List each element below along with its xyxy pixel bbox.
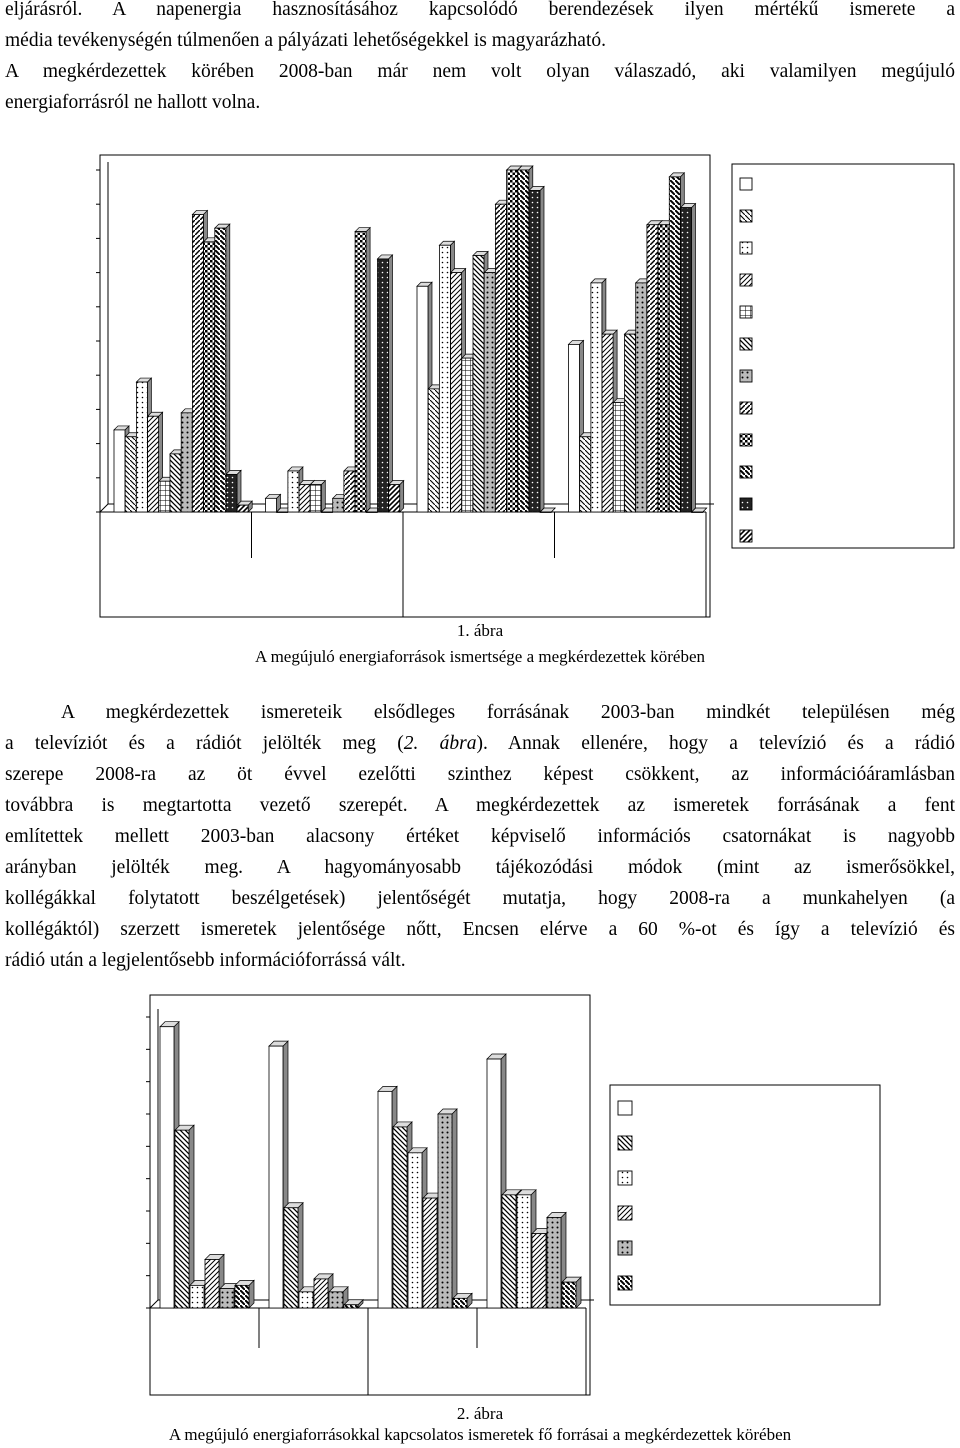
bar-front	[333, 498, 344, 512]
text-line: A megkérdezettek ismereteik elsődleges forrásának 2003-ban mindkét településen még	[61, 702, 955, 723]
legend-box	[732, 164, 954, 548]
legend-swatch	[740, 402, 752, 414]
figure-1-chart	[0, 150, 960, 620]
bar	[237, 501, 252, 512]
figure-2-label: 2. ábra	[456, 1404, 504, 1423]
bar-front	[540, 512, 551, 513]
bar-front	[235, 1285, 249, 1308]
bar-front	[602, 334, 613, 512]
bar-front	[204, 242, 215, 512]
text-segment: a televíziót és a rádiót jelölték meg (	[5, 733, 404, 754]
bar-front	[451, 273, 462, 512]
bar-front	[487, 1059, 501, 1308]
bar-front	[266, 498, 277, 512]
bar-front	[591, 283, 602, 512]
bar	[215, 224, 230, 512]
bar	[378, 255, 393, 512]
bar-front	[322, 512, 333, 513]
bar	[175, 1125, 194, 1308]
text-line: arányban jelölték meg. A hagyományosabb tájékozódási módok (mint az ismerősökkel,	[5, 857, 955, 878]
bar-front	[299, 485, 310, 512]
text-line: kollégáktól) szerzett ismeretek jelentősége nőtt, Encsen elérve a 60 %-ot és így a televízió és	[5, 919, 955, 940]
legend-swatch	[618, 1171, 632, 1185]
bar-front	[288, 471, 299, 512]
bar-front	[192, 214, 203, 512]
intro-paragraph	[5, 0, 955, 118]
bar-front	[329, 1292, 343, 1308]
bar-front	[462, 358, 473, 512]
bar-front	[393, 1127, 407, 1308]
bar-front	[423, 1198, 437, 1308]
legend-swatch	[740, 178, 752, 190]
bar-front	[215, 228, 226, 512]
bar-front	[529, 191, 540, 512]
bar-front	[314, 1279, 328, 1308]
legend-swatch	[740, 242, 752, 254]
bar-side	[226, 224, 230, 512]
bar-front	[484, 273, 495, 512]
bar-front	[310, 485, 321, 512]
bar-front	[547, 1217, 561, 1308]
bar-front	[473, 256, 484, 513]
bar-front	[355, 232, 366, 512]
text-line: energiaforrásról ne hallott volna.	[5, 92, 261, 113]
bar-front	[439, 245, 450, 512]
bar	[310, 481, 325, 512]
legend-swatch	[740, 498, 752, 510]
bar-front	[277, 512, 288, 513]
bar-front	[417, 286, 428, 512]
body-paragraph	[5, 697, 955, 976]
figure-reference: 2. ábra	[403, 733, 477, 754]
bar-front	[226, 474, 237, 512]
bar-front	[647, 225, 658, 512]
bar-front	[190, 1285, 204, 1308]
bar-side	[189, 1125, 194, 1308]
legend-swatch	[618, 1241, 632, 1255]
bar-front	[502, 1195, 516, 1308]
bar-front	[580, 437, 591, 512]
text-line: rádió után a legjelentősebb információforrássá vált.	[5, 950, 406, 971]
bar-front	[237, 505, 248, 512]
bar-front	[669, 177, 680, 512]
bar-front	[284, 1208, 298, 1308]
bar-front	[495, 204, 506, 512]
bar-side	[366, 228, 370, 512]
text-line: eljárásról. A napenergia hasznosításához kapcsolódó berendezések ilyen mértékű ismerete a	[5, 0, 955, 20]
bar-front	[428, 389, 439, 512]
bar-front	[299, 1292, 313, 1308]
legend-swatch	[740, 466, 752, 478]
bar-front	[378, 259, 389, 512]
text-line: A megkérdezettek körében 2008-ban már nem volt olyan válaszadó, aki valamilyen megújuló	[5, 61, 955, 82]
bar-front	[159, 481, 170, 512]
bar-front	[366, 512, 377, 513]
bar-front	[562, 1282, 576, 1308]
bar	[235, 1280, 254, 1308]
figure-2-chart	[0, 990, 960, 1405]
figure-1-label: 1. ábra	[456, 621, 504, 640]
bar	[681, 204, 696, 512]
bar	[562, 1277, 581, 1308]
bar-front	[269, 1046, 283, 1308]
bar-front	[175, 1130, 189, 1308]
bar-front	[518, 170, 529, 512]
legend-swatch	[618, 1136, 632, 1150]
legend-swatch	[740, 210, 752, 222]
legend-swatch	[618, 1101, 632, 1115]
bar-front	[438, 1114, 452, 1308]
bar-front	[517, 1195, 531, 1308]
bar	[266, 494, 281, 512]
bar-front	[378, 1091, 392, 1308]
bar	[438, 1109, 457, 1308]
bar-front	[569, 344, 580, 512]
bar-front	[625, 334, 636, 512]
figure-2-title: A megújuló energiaforrásokkal kapcsolatos ismeretek fő forrásai a megkérdezettek körében	[168, 1425, 792, 1444]
text-line: szerepe 2008-ra az öt évvel ezelőtti szinthez képest csökkent, az információáramlásban	[5, 764, 955, 785]
bar-front	[148, 416, 159, 512]
bar-front	[681, 208, 692, 512]
bar-front	[114, 430, 125, 512]
bar-front	[453, 1298, 467, 1308]
bar-side	[692, 204, 696, 512]
bar-front	[170, 454, 181, 512]
bar	[355, 228, 370, 512]
bar-front	[389, 485, 400, 512]
bar	[389, 481, 404, 512]
bar-side	[540, 187, 544, 512]
legend-swatch	[740, 338, 752, 350]
legend-box	[610, 1085, 880, 1305]
text-segment: ). Annak ellenére, hogy a televízió és a rádió	[476, 733, 955, 754]
text-line: kollégákkal folytatott beszélgetések) jelentőségét mutatja, hogy 2008-ra a munkahelyen (a	[5, 888, 955, 909]
bar-front	[408, 1153, 422, 1308]
bar	[529, 187, 544, 512]
text-line: média tevékenységén túlmenően a pályázati lehetőségekkel is magyarázható.	[5, 30, 606, 51]
text-line	[5, 728, 955, 759]
bar-side	[389, 255, 393, 512]
bar-front	[125, 437, 136, 512]
bar-front	[181, 413, 192, 512]
text-line: továbbra is megtartotta vezető szerepét. A megkérdezettek az ismeretek forrásának a fent	[5, 795, 955, 816]
bar-front	[220, 1289, 234, 1308]
text-line: említettek mellett 2003-ban alacsony értéket képviselő információs csatornákat is nagyobb	[5, 826, 955, 847]
bar-front	[205, 1260, 219, 1309]
bar-side	[321, 481, 325, 512]
legend-swatch	[740, 530, 752, 542]
bar-front	[160, 1027, 174, 1308]
legend-swatch	[618, 1276, 632, 1290]
bar-side	[452, 1109, 457, 1308]
legend-swatch	[740, 434, 752, 446]
bar	[453, 1293, 472, 1308]
bar-front	[532, 1234, 546, 1308]
bar-front	[613, 403, 624, 512]
bar-front	[636, 283, 647, 512]
bar-front	[344, 1305, 358, 1308]
bar-side	[400, 481, 404, 512]
chart-frame	[100, 155, 710, 617]
figure-1-title: A megújuló energiaforrások ismertsége a megkérdezettek körében	[254, 647, 705, 666]
legend-swatch	[740, 306, 752, 318]
bar-front	[344, 471, 355, 512]
legend-swatch	[740, 274, 752, 286]
legend-swatch	[618, 1206, 632, 1220]
legend-swatch	[740, 370, 752, 382]
bar-front	[658, 225, 669, 512]
bar-front	[507, 170, 518, 512]
bar-front	[692, 512, 703, 513]
bar-front	[136, 382, 147, 512]
